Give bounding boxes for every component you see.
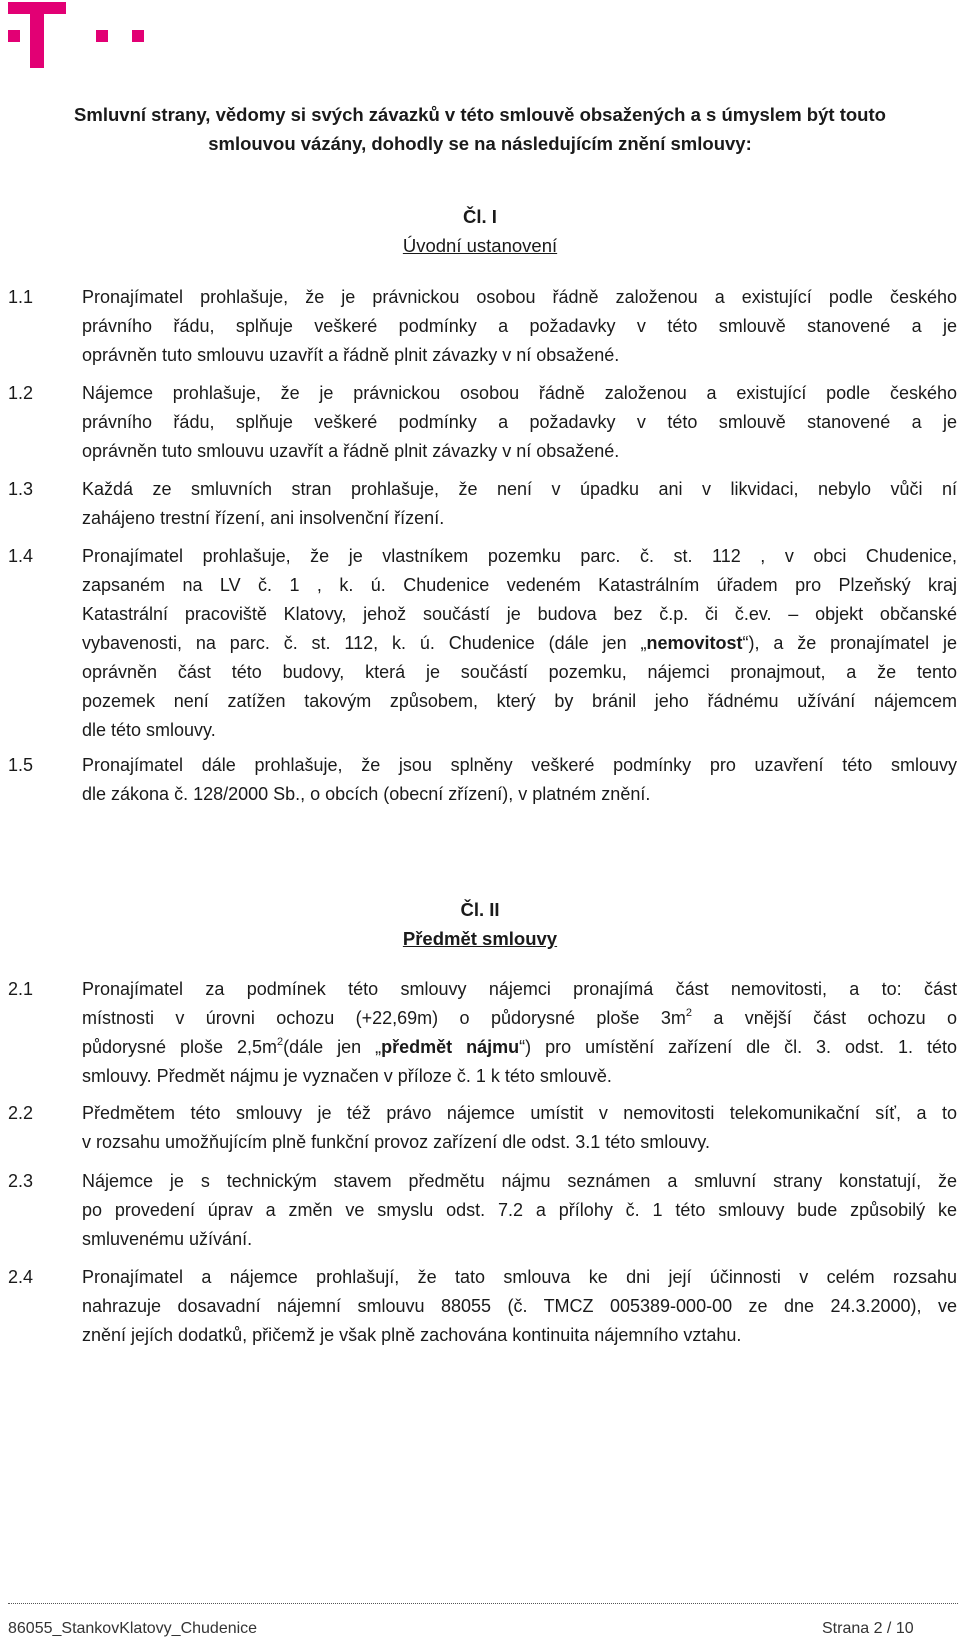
clause-line: dle zákona č. 128/2000 Sb., o obcích (obecní zřízení), v platném znění. [82, 784, 651, 804]
clause-text [82, 751, 957, 809]
clause-line [82, 1033, 957, 1062]
article-2-number: Čl. II [460, 899, 500, 920]
clause-line: právního řádu, splňuje veškeré podmínky a požadavky v této smlouvě stanovené a je [82, 412, 957, 432]
clause-line: pozemek není zatížen takovým způsobem, který by bránil jeho řádnému užívání nájemcem [82, 691, 957, 711]
defined-term-nemovitost: nemovitost [646, 633, 743, 653]
clause-number: 2.1 [8, 979, 34, 999]
clause-line: v rozsahu umožňujícím plně funkční provoz zařízení dle odst. 3.1 této smlouvy. [82, 1132, 710, 1152]
footer-divider [8, 1603, 958, 1604]
clause-line: smlouvy. Předmět nájmu je vyznačen v příloze č. 1 k této smlouvě. [82, 1066, 612, 1086]
clause-text [82, 283, 957, 370]
superscript: 2 [277, 1036, 284, 1048]
text-run: (dále jen „ [283, 1037, 382, 1057]
clause-line: oprávněn tuto smlouvu uzavřít a řádně plnit závazky v ní obsažené. [82, 441, 620, 461]
clause-number: 1.2 [8, 383, 34, 403]
clause-number: 1.3 [8, 479, 34, 499]
logo-left-dot [8, 30, 20, 42]
footer-document-id: 86055_StankovKlatovy_Chudenice [8, 1620, 258, 1637]
logo-dot-2 [132, 30, 144, 42]
clause-line: zapsaném na LV č. 1 , k. ú. Chudenice vedeném Katastrálním úřadem pro Plzeňský kraj [82, 575, 957, 595]
clause-text [82, 1099, 957, 1157]
intro-statement [10, 100, 950, 158]
clause-line [82, 629, 957, 658]
clause-line: smluvenému užívání. [82, 1229, 253, 1249]
clause-number: 1.1 [8, 287, 34, 307]
text-run: “), a že pronajímatel je [742, 633, 958, 653]
clause-number: 1.4 [8, 546, 34, 566]
clause-line: oprávněn tuto smlouvu uzavřít a řádně plnit závazky v ní obsažené. [82, 345, 620, 365]
clause-line: dle této smlouvy. [82, 720, 216, 740]
clause-line: Katastrální pracoviště Klatovy, jehož součástí je budova bez č.p. či č.ev. – objekt občanské [82, 604, 957, 624]
text-run: místnosti v úrovni ochozu (+22,69m) o půdorysné ploše 3m [82, 1008, 686, 1028]
footer-page-number: Strana 2 / 10 [822, 1620, 914, 1637]
telekom-logo [8, 2, 148, 70]
clause-line: nahrazuje dosavadní nájemní smlouvu 88055 (č. TMCZ 005389-000-00 ze dne 24.3.2000), ve [82, 1296, 957, 1316]
text-run: půdorysné ploše 2,5m [82, 1037, 278, 1057]
logo-t-stem [30, 2, 44, 68]
clause-text [82, 1263, 957, 1350]
intro-line: smlouvou vázány, dohodly se na následujícím znění smlouvy: [208, 133, 752, 154]
clause-number: 2.4 [8, 1267, 34, 1287]
text-run: vybavenosti, na parc. č. st. 112, k. ú. Chudenice (dále jen „ [82, 633, 647, 653]
clause-text [82, 379, 957, 466]
clause-line: Pronajímatel za podmínek této smlouvy nájemci pronajímá část nemovitosti, a to: část [82, 979, 957, 999]
article-2-title: Předmět smlouvy [402, 928, 558, 949]
clause-text [82, 975, 957, 1091]
article-2-heading [0, 895, 960, 953]
clause-line: Pronajímatel prohlašuje, že je právnickou osobou řádně založenou a existující podle českého [82, 287, 957, 307]
clause-line: oprávněn část této budovy, která je součástí pozemku, nájemci pronajmout, a že tento [82, 662, 957, 682]
clause-number: 1.5 [8, 755, 34, 775]
text-run: “) pro umístění zařízení dle čl. 3. odst. 1. této [519, 1037, 958, 1057]
clause-text [82, 475, 957, 533]
article-1-heading [0, 202, 960, 260]
clause-line: právního řádu, splňuje veškeré podmínky a požadavky v této smlouvě stanovené a je [82, 316, 957, 336]
defined-term-predmet-najmu: předmět nájmu [381, 1037, 520, 1057]
clause-line: Pronajímatel dále prohlašuje, že jsou splněny veškeré podmínky pro uzavření této smlouvy [82, 755, 957, 775]
clause-line [82, 1004, 957, 1033]
intro-line: Smluvní strany, vědomy si svých závazků v této smlouvě obsažených a s úmyslem být touto [74, 104, 886, 125]
clause-line: Každá ze smluvních stran prohlašuje, že není v úpadku ani v likvidaci, nebylo vůči ní [82, 479, 957, 499]
clause-line: Předmětem této smlouvy je též právo nájemce umístit v nemovitosti telekomunikační síť, a to [82, 1103, 957, 1123]
clause-line: Pronajímatel prohlašuje, že je vlastníkem pozemku parc. č. st. 112 , v obci Chudenice, [82, 546, 957, 566]
article-1-title: Úvodní ustanovení [402, 235, 558, 256]
clause-line: zahájeno trestní řízení, ani insolvenční řízení. [82, 508, 445, 528]
superscript: 2 [685, 1007, 692, 1019]
article-1-number: Čl. I [463, 206, 497, 227]
clause-line: po provedení úprav a změn ve smyslu odst. 7.2 a přílohy č. 1 této smlouvy bude způsobilý ke [82, 1200, 957, 1220]
logo-dot-1 [96, 30, 108, 42]
clause-number: 2.3 [8, 1171, 34, 1191]
clause-text [82, 1167, 957, 1254]
text-run: a vnější část ochozu o [691, 1008, 957, 1028]
clause-line: Pronajímatel a nájemce prohlašují, že tato smlouva ke dni její účinnosti v celém rozsahu [82, 1267, 957, 1287]
clause-number: 2.2 [8, 1103, 34, 1123]
clause-line: Nájemce prohlašuje, že je právnickou osobou řádně založenou a existující podle českého [82, 383, 957, 403]
clause-line: znění jejích dodatků, přičemž je však plně zachována kontinuita nájemního vztahu. [82, 1325, 742, 1345]
clause-text [82, 542, 957, 745]
clause-line: Nájemce je s technickým stavem předmětu nájmu seznámen a smluvní strany konstatují, že [82, 1171, 957, 1191]
